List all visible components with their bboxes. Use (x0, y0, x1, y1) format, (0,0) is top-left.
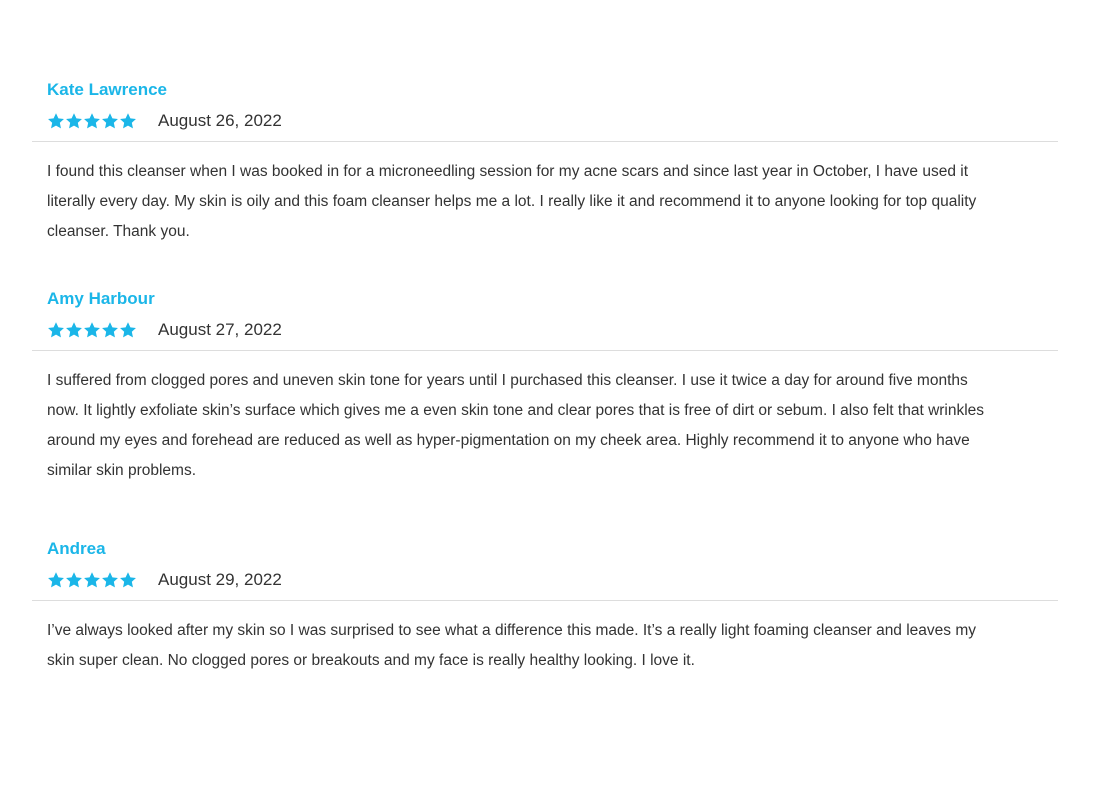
star-rating (47, 321, 137, 339)
star-icon (83, 112, 101, 130)
divider (32, 600, 1058, 601)
review-date: August 26, 2022 (158, 111, 282, 130)
review-text: I found this cleanser when I was booked in for a microneedling session for my acne scars and since last year in October, I have used it literally every day. My skin is oily and this foam cleanser helps me a lot. I really like it and recommend it to anyone looking for top quality cleanser. Thank you. (47, 163, 977, 240)
star-icon (119, 571, 137, 589)
star-icon (47, 321, 65, 339)
rating-row (47, 109, 282, 133)
divider (32, 141, 1058, 142)
star-rating (47, 112, 137, 130)
star-icon (65, 571, 83, 589)
rating-row (47, 568, 282, 592)
star-icon (101, 571, 119, 589)
reviewer-name: Andrea (47, 539, 106, 558)
divider (32, 350, 1058, 351)
star-icon (83, 321, 101, 339)
star-icon (47, 571, 65, 589)
rating-row (47, 318, 282, 342)
review-text: I’ve always looked after my skin so I was surprised to see what a difference this made. It’s a really light foaming cleanser and leaves my skin super clean. No clogged pores or breakouts and my face is really healthy looking. I love it. (47, 622, 977, 669)
star-icon (65, 321, 83, 339)
star-icon (101, 321, 119, 339)
review-date: August 27, 2022 (158, 320, 282, 339)
star-icon (65, 112, 83, 130)
reviewer-name: Kate Lawrence (47, 80, 167, 99)
star-icon (83, 571, 101, 589)
review-text: I suffered from clogged pores and uneven skin tone for years until I purchased this cleanser. I use it twice a day for around five months now. It lightly exfoliate skin’s surface which gives me a even skin tone and clear pores that is free of dirt or sebum. I also felt that wrinkles around my eyes and forehead are reduced as well as hyper-pigmentation on my cheek area. Highly recommend it to anyone who have similar skin problems. (47, 372, 985, 479)
review-date: August 29, 2022 (158, 570, 282, 589)
star-icon (101, 112, 119, 130)
reviewer-name: Amy Harbour (47, 289, 155, 308)
star-rating (47, 571, 137, 589)
star-icon (119, 112, 137, 130)
star-icon (119, 321, 137, 339)
star-icon (47, 112, 65, 130)
